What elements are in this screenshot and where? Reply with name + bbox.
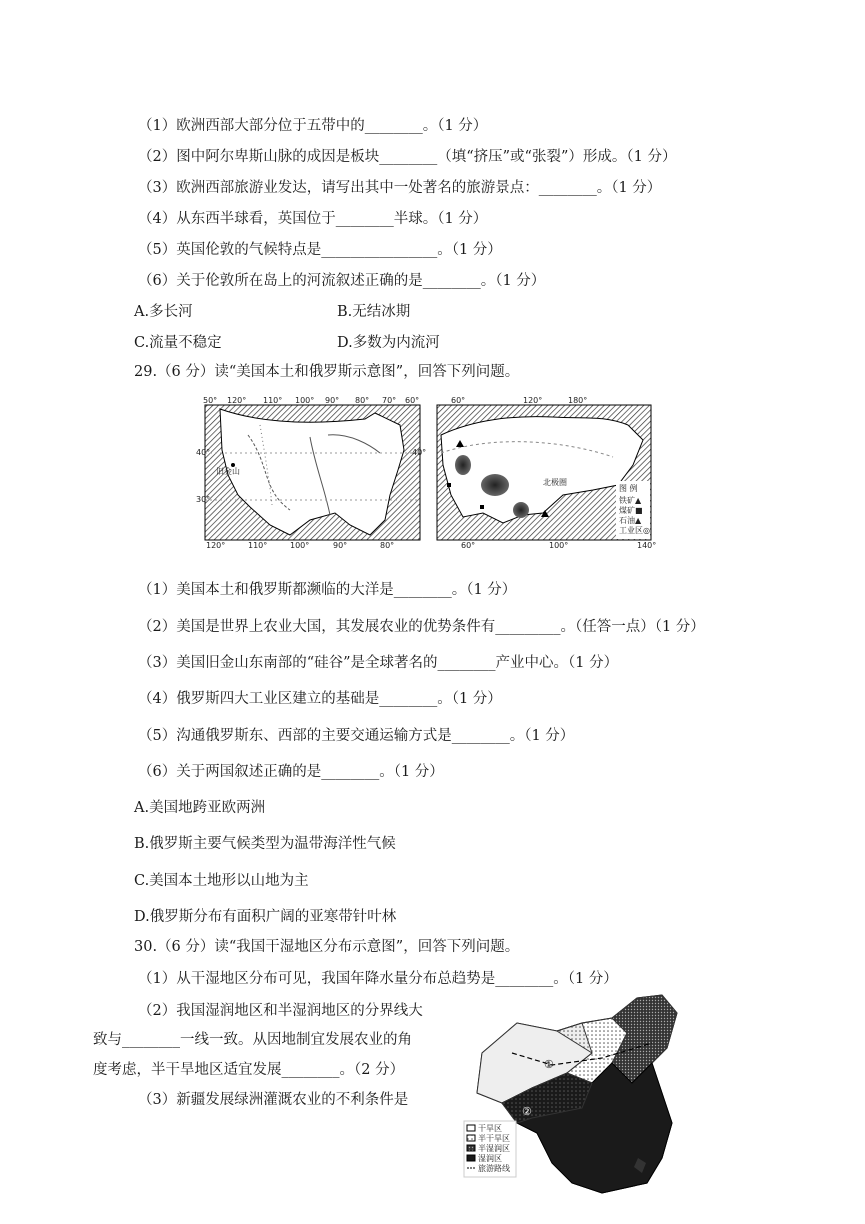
- q28-option-b: B.无结冰期: [337, 304, 411, 320]
- usa-bottom-label-4: 90°: [333, 541, 348, 550]
- q28-option-c: C.流量不稳定: [134, 335, 222, 351]
- russia-bottom-label-1: 60°: [461, 541, 476, 550]
- q29-item-2: （2）美国是世界上农业大国，其发展农业的优势条件有_________。（任答一点）（1 分）: [138, 619, 705, 635]
- usa-top-label-5: 90°: [325, 396, 340, 405]
- q28-item-6: （6）关于伦敦所在岛上的河流叙述正确的是________。（1 分）: [138, 273, 546, 289]
- san-francisco-label: 旧金山: [216, 467, 240, 476]
- russia-bottom-label-3: 140°: [637, 541, 657, 550]
- q28-item-3: （3）欧洲西部旅游业发达，请写出其中一处著名的旅游景点：________。（1 分）: [138, 180, 662, 196]
- russia-top-label-3: 180°: [568, 396, 588, 405]
- china-legend-item-4: 湿润区: [478, 1154, 502, 1163]
- usa-top-label-1: 50°: [203, 396, 218, 405]
- q28-item-5: （5）英国伦敦的气候特点是________________。（1 分）: [138, 242, 502, 258]
- usa-bottom-label-5: 80°: [380, 541, 395, 550]
- china-legend-item-3: 半湿润区: [478, 1144, 510, 1153]
- usa-map: [196, 395, 428, 550]
- q30-item-2-line-1: （2）我国湿润地区和半湿润地区的分界线大: [138, 1003, 423, 1019]
- usa-top-label-7: 70°: [382, 396, 397, 405]
- q28-item-2: （2）图中阿尔卑斯山脉的成因是板块________（填“挤压”或“张裂”）形成。（1 分）: [138, 149, 677, 165]
- q29-item-3: （3）美国旧金山东南部的“硅谷”是全球著名的________产业中心。（1 分）: [138, 655, 619, 671]
- arctic-circle-label: 北极圈: [543, 478, 567, 487]
- usa-top-label-6: 80°: [355, 396, 370, 405]
- usa-top-label-8: 60°: [405, 396, 420, 405]
- russia-legend-item-3: 石油▲: [619, 516, 642, 525]
- q29-option-b: B.俄罗斯主要气候类型为温带海洋性气候: [134, 836, 396, 852]
- q30-item-1: （1）从干湿地区分布可见，我国年降水量分布总趋势是________。（1 分）: [138, 971, 618, 987]
- q29-option-d: D.俄罗斯分布有面积广阔的亚寒带针叶林: [134, 909, 397, 925]
- usa-bottom-label-3: 100°: [290, 541, 310, 550]
- usa-bottom-label-1: 120°: [206, 541, 226, 550]
- russia-legend-item-2: 煤矿■: [619, 506, 643, 515]
- usa-top-label-2: 120°: [227, 396, 247, 405]
- q29-item-1: （1）美国本土和俄罗斯都濒临的大洋是________。（1 分）: [138, 582, 517, 598]
- russia-legend-item-1: 铁矿▲: [619, 496, 642, 505]
- q28-option-d: D.多数为内流河: [337, 335, 440, 351]
- china-legend-item-2: 半干旱区: [478, 1134, 510, 1143]
- russia-legend-item-4: 工业区◎: [619, 526, 650, 535]
- q29-item-5: （5）沟通俄罗斯东、西部的主要交通运输方式是________。（1 分）: [138, 728, 575, 744]
- q29-heading: 29.（6 分）读“美国本土和俄罗斯示意图”，回答下列问题。: [134, 364, 520, 380]
- china-legend-item-5: 旅游路线: [478, 1164, 510, 1173]
- russia-top-label-1: 60°: [451, 396, 466, 405]
- q30-heading: 30.（6 分）读“我国干湿地区分布示意图”，回答下列问题。: [134, 939, 520, 955]
- china-dryness-map: [462, 993, 712, 1211]
- usa-bottom-label-2: 110°: [248, 541, 268, 550]
- china-legend-item-1: 干旱区: [478, 1124, 502, 1133]
- q28-item-1: （1）欧洲西部大部分位于五带中的________。（1 分）: [138, 118, 488, 134]
- q29-option-a: A.美国地跨亚欧两洲: [134, 800, 266, 816]
- usa-top-label-4: 100°: [295, 396, 315, 405]
- marker-2: ②: [522, 1105, 532, 1118]
- russia-bottom-label-2: 100°: [549, 541, 569, 550]
- q30-item-2-line-3: 度考虑，半干旱地区适宜发展________。（2 分）: [93, 1062, 405, 1078]
- usa-left-label-1: 40°: [196, 448, 211, 457]
- q30-item-2-line-2: 致与________一线一致。从因地制宜发展农业的角: [93, 1032, 412, 1048]
- q29-item-4: （4）俄罗斯四大工业区建立的基础是________。（1 分）: [138, 691, 502, 707]
- russia-legend-title: 图 例: [619, 484, 638, 493]
- usa-right-label: 40°: [412, 448, 427, 457]
- russia-map: [433, 395, 655, 550]
- usa-top-label-3: 110°: [263, 396, 283, 405]
- q28-option-a: A.多长河: [134, 304, 193, 320]
- q30-item-3: （3）新疆发展绿洲灌溉农业的不利条件是: [138, 1092, 409, 1108]
- russia-top-label-2: 120°: [523, 396, 543, 405]
- q29-option-c: C.美国本土地形以山地为主: [134, 873, 309, 889]
- usa-left-label-2: 30°: [196, 495, 211, 504]
- q29-item-6: （6）关于两国叙述正确的是________。（1 分）: [138, 764, 444, 780]
- marker-1: ①: [544, 1058, 554, 1071]
- q28-item-4: （4）从东西半球看，英国位于________半球。（1 分）: [138, 211, 488, 227]
